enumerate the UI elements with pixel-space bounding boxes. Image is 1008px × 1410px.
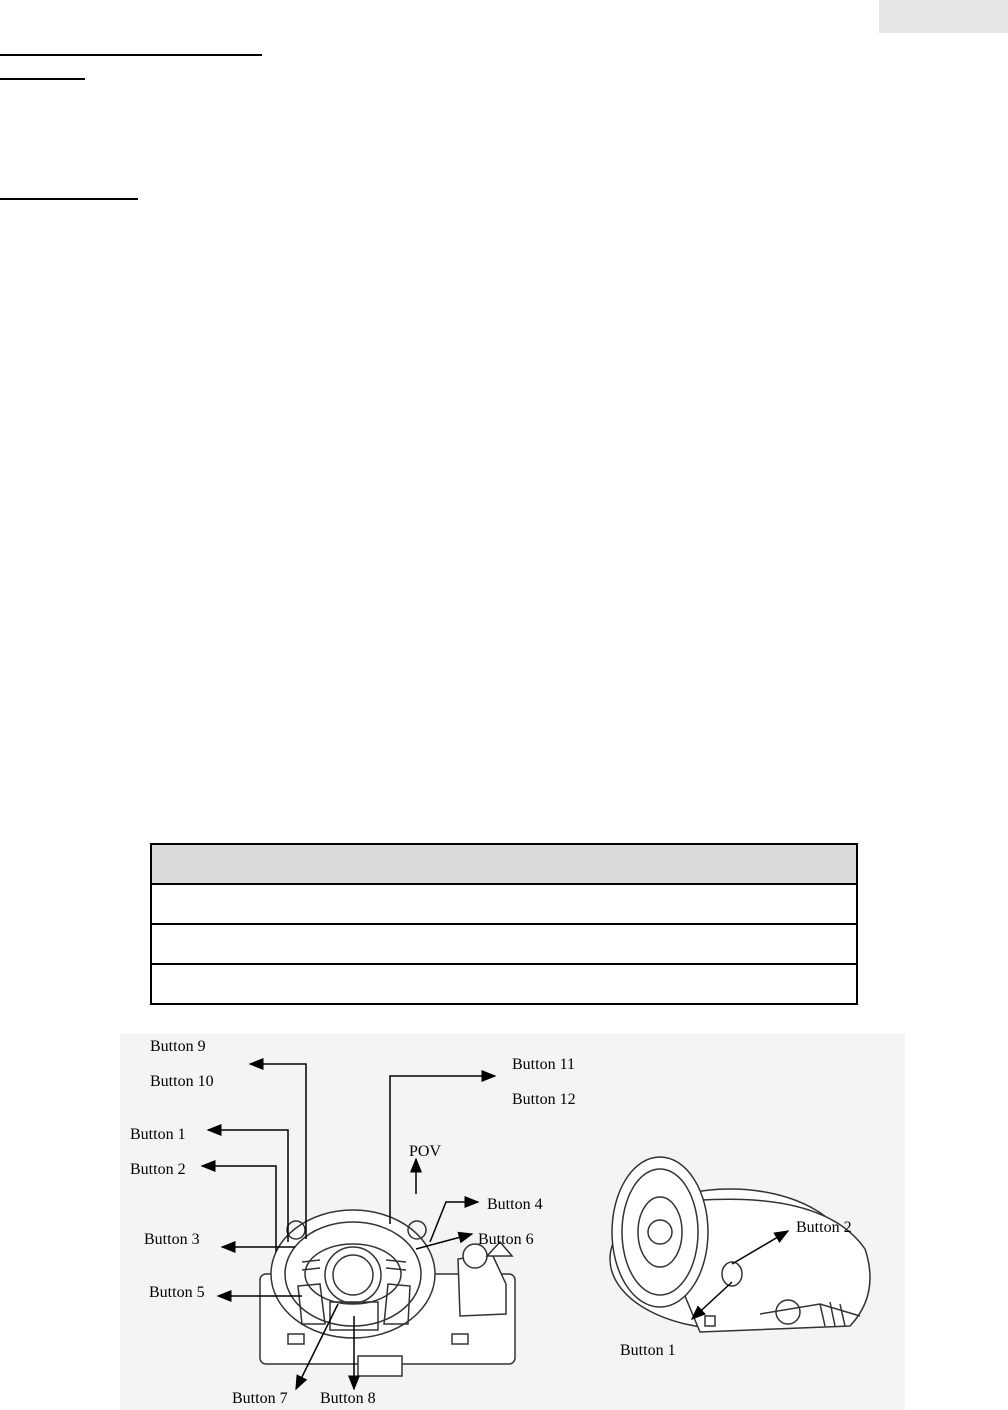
label-button-2: Button 2	[130, 1161, 186, 1178]
spec-table	[150, 843, 858, 1005]
label-side-button-2: Button 2	[796, 1219, 852, 1236]
label-button-5: Button 5	[149, 1284, 205, 1301]
label-pov: POV	[409, 1143, 442, 1160]
table-row	[151, 964, 857, 1004]
steering-wheel-diagram	[120, 1034, 905, 1410]
label-button-9: Button 9	[150, 1038, 206, 1055]
label-button-6: Button 6	[478, 1231, 534, 1248]
table-header-cell	[151, 844, 857, 884]
heading-underline-3	[0, 198, 138, 200]
label-button-11: Button 11	[512, 1056, 575, 1073]
label-button-10: Button 10	[150, 1073, 214, 1090]
heading-underline-2	[0, 78, 85, 80]
label-button-3: Button 3	[144, 1231, 200, 1248]
label-button-12: Button 12	[512, 1091, 576, 1108]
table-header-row	[151, 844, 857, 884]
heading-underline-1	[0, 54, 262, 56]
table-cell	[151, 924, 857, 964]
page-corner-tab	[879, 0, 1008, 33]
table-row	[151, 884, 857, 924]
label-button-4: Button 4	[487, 1196, 543, 1213]
table-cell	[151, 964, 857, 1004]
table-row	[151, 924, 857, 964]
table-cell	[151, 884, 857, 924]
label-button-1: Button 1	[130, 1126, 186, 1143]
label-side-button-1: Button 1	[620, 1342, 676, 1359]
label-button-7: Button 7	[232, 1390, 288, 1407]
label-button-8: Button 8	[320, 1390, 376, 1407]
